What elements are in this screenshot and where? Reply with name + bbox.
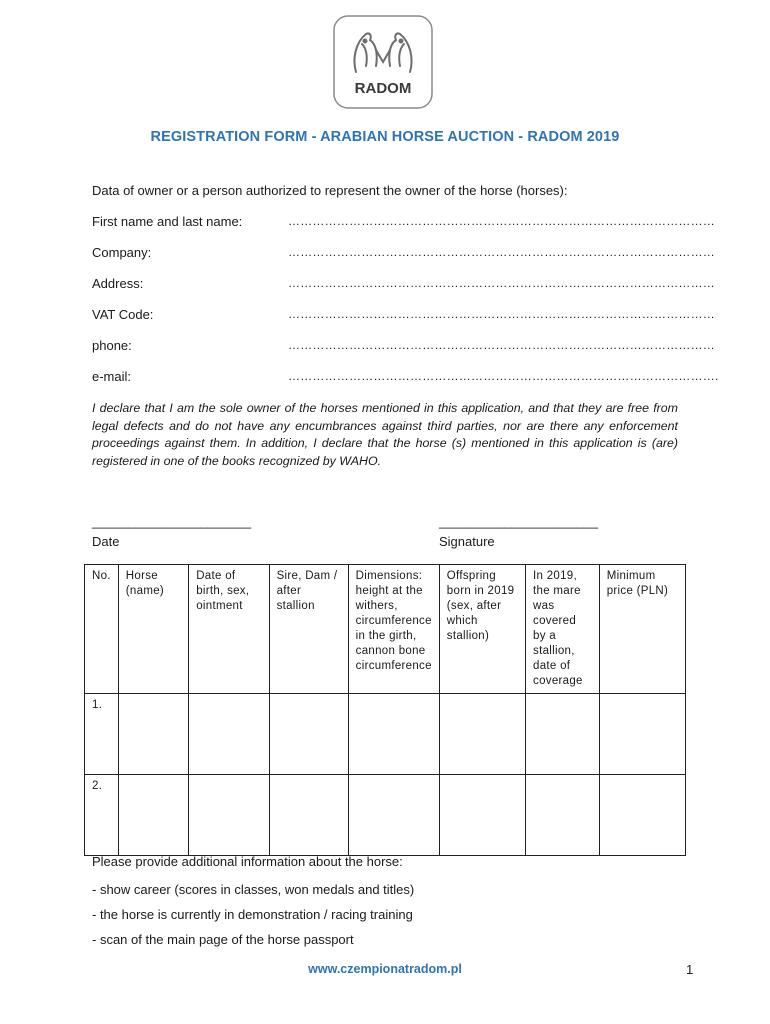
- radom-logo: [332, 14, 434, 110]
- cell-coverage[interactable]: [526, 775, 600, 856]
- cell-dimensions[interactable]: [348, 775, 439, 856]
- field-email-label: e-mail:: [92, 369, 132, 384]
- logo-text: RADOM: [354, 80, 412, 97]
- signature-label: Signature: [439, 534, 495, 549]
- field-address-label: Address:: [92, 276, 144, 291]
- cell-dimensions[interactable]: [348, 694, 439, 775]
- field-address-input[interactable]: ……………………………………………………………………………………………: [288, 276, 715, 290]
- header-birth: Date of birth, sex, ointment: [189, 565, 269, 694]
- field-phone-input[interactable]: ……………………………………………………………………………………………: [288, 338, 715, 352]
- header-horse: Horse (name): [118, 565, 188, 694]
- field-address[interactable]: [92, 276, 715, 294]
- header-coverage: In 2019, the mare was covered by a stallion, date of coverage: [526, 565, 600, 694]
- header-dimensions: Dimensions: height at the withers, circumference in the girth, cannon bone circumference: [348, 565, 439, 694]
- field-name-input[interactable]: ……………………………………………………………………………………………: [288, 214, 715, 228]
- field-phone-label: phone:: [92, 338, 132, 353]
- cell-sire-dam[interactable]: [269, 775, 348, 856]
- cell-horse[interactable]: [118, 694, 188, 775]
- cell-sire-dam[interactable]: [269, 694, 348, 775]
- table-row: [85, 775, 686, 856]
- page-number: 1: [686, 962, 694, 977]
- row-number: 2.: [85, 775, 119, 856]
- horse-heads-icon: [354, 33, 411, 72]
- field-company-label: Company:: [92, 245, 152, 260]
- field-name[interactable]: [92, 214, 715, 232]
- field-email-input[interactable]: …………………………………………………………………………………………….: [288, 369, 719, 383]
- field-vat-input[interactable]: ……………………………………………………………………………………………: [288, 307, 715, 321]
- intro-text: Data of owner or a person authorized to represent the owner of the horse (horses):: [92, 183, 568, 198]
- field-company[interactable]: [92, 245, 715, 263]
- field-phone[interactable]: [92, 338, 715, 356]
- field-name-label: First name and last name:: [92, 214, 243, 229]
- cell-offspring[interactable]: [439, 775, 525, 856]
- horse-registration-table: [84, 564, 686, 856]
- cell-offspring[interactable]: [439, 694, 525, 775]
- form-title: REGISTRATION FORM - ARABIAN HORSE AUCTION - RADOM 2019: [150, 129, 620, 145]
- additional-info-item: - scan of the main page of the horse passport: [92, 932, 354, 947]
- additional-info-item: - show career (scores in classes, won medals and titles): [92, 882, 415, 897]
- cell-birth[interactable]: [189, 775, 269, 856]
- cell-price[interactable]: [599, 694, 685, 775]
- header-offspring: Offspring born in 2019 (sex, after which stallion): [439, 565, 525, 694]
- header-sire-dam: Sire, Dam / after stallion: [269, 565, 348, 694]
- field-email[interactable]: [92, 369, 719, 387]
- field-vat-label: VAT Code:: [92, 307, 154, 322]
- field-company-input[interactable]: ……………………………………………………………………………………………: [288, 245, 715, 259]
- additional-info-title: Please provide additional information about the horse:: [92, 854, 403, 869]
- cell-coverage[interactable]: [526, 694, 600, 775]
- signature-line[interactable]: ______________________: [439, 514, 599, 529]
- header-no: No.: [85, 565, 119, 694]
- cell-birth[interactable]: [189, 694, 269, 775]
- footer-website-link[interactable]: www.czempionatradom.pl: [308, 962, 462, 976]
- header-price: Minimum price (PLN): [599, 565, 685, 694]
- date-line[interactable]: ______________________: [92, 514, 252, 529]
- table-header-row: [85, 565, 686, 694]
- date-label: Date: [92, 534, 120, 549]
- additional-info-item: - the horse is currently in demonstration / racing training: [92, 907, 413, 922]
- ownership-declaration: I declare that I am the sole owner of the horses mentioned in this application, and that they are free from legal defects and do not have any encumbrances against third parties, nor are there any enforcement proceedings against them. In addition, I declare that the horse (s) mentioned in this application is (are) registered in one of the books recognized by WAHO.: [92, 401, 678, 468]
- row-number: 1.: [85, 694, 119, 775]
- table-row: [85, 694, 686, 775]
- field-vat[interactable]: [92, 307, 715, 325]
- cell-horse[interactable]: [118, 775, 188, 856]
- cell-price[interactable]: [599, 775, 685, 856]
